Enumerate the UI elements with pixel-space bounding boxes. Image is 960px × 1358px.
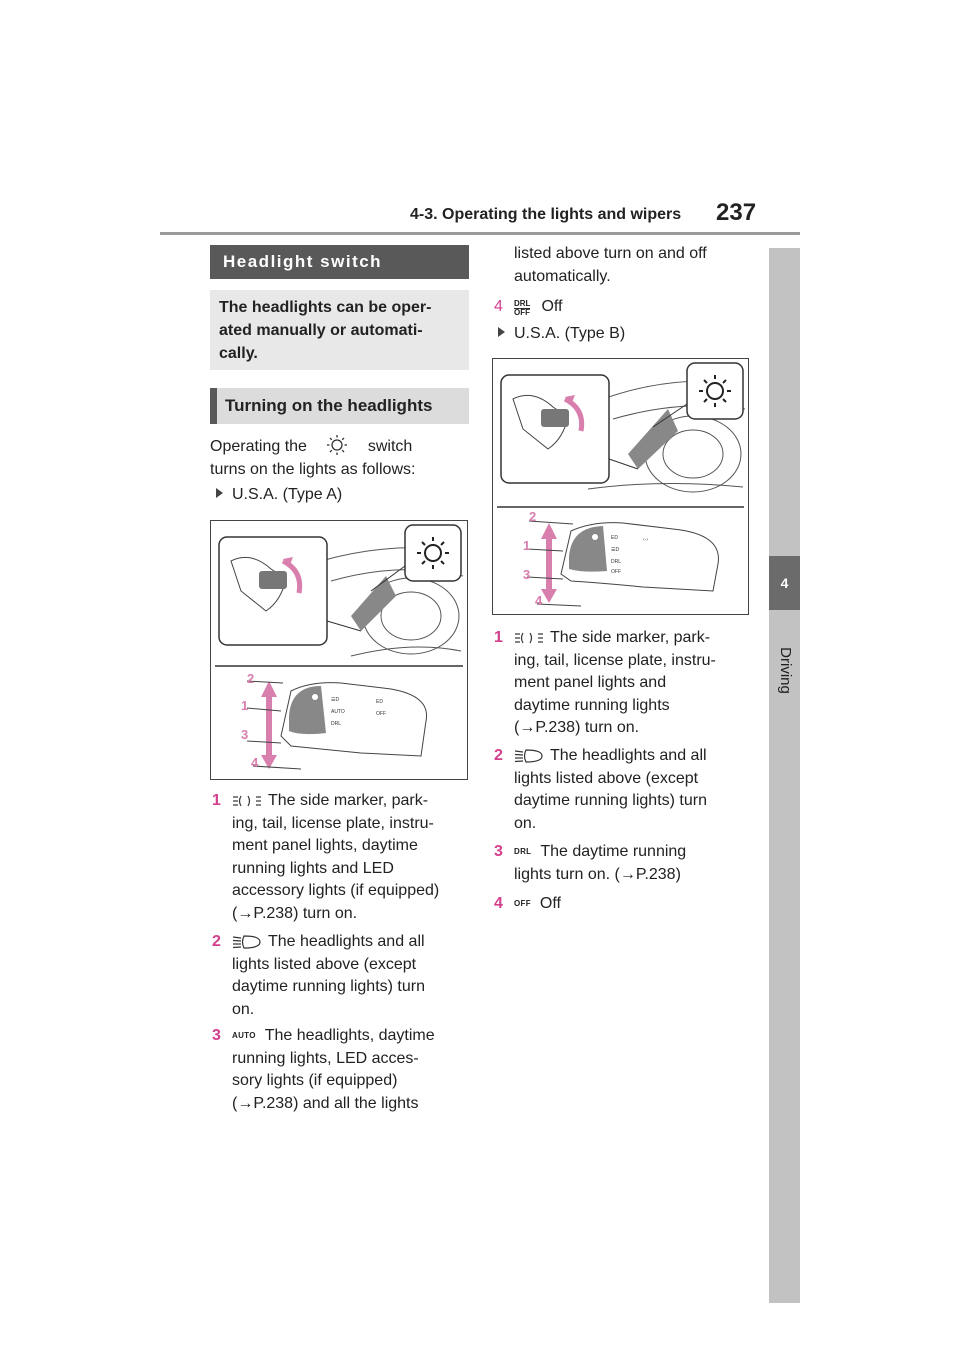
chapter-label: Driving	[776, 646, 794, 694]
figure-b-label: 1	[523, 538, 531, 553]
figure-b-label: 2	[529, 509, 537, 524]
drl-icon: DRL	[514, 847, 532, 856]
section-heading: Headlight switch	[210, 245, 469, 279]
section-title: 4-3. Operating the lights and wipers	[410, 206, 682, 223]
svg-text:ED: ED	[376, 699, 383, 705]
figure-a-label: 2	[247, 671, 255, 686]
svg-text:OFF: OFF	[376, 711, 386, 717]
page-number: 237	[716, 199, 757, 226]
figure-b-label: 4	[535, 593, 543, 608]
figure-a-label: 1	[241, 698, 249, 713]
svg-text:ED: ED	[611, 535, 618, 541]
lead-box: The headlights can be oper- ated manually or automati- cally.	[210, 290, 469, 370]
figure-type-a	[210, 520, 468, 780]
figure-type-b	[492, 358, 749, 615]
headlight-icon	[514, 749, 544, 763]
svg-text:‹·›: ‹·›	[643, 537, 648, 543]
svg-text:DRL: DRL	[611, 559, 622, 565]
svg-text:☰D: ☰D	[331, 697, 340, 703]
svg-text:OFF: OFF	[611, 569, 621, 575]
svg-text:DRL: DRL	[331, 721, 342, 727]
variant-type-b: U.S.A. (Type B)	[498, 325, 625, 343]
subheading: Turning on the headlights	[210, 388, 469, 424]
header-rule	[160, 232, 800, 235]
intro-paragraph: Operating the switch turns on the lights as follows:	[210, 434, 470, 481]
side-bar	[769, 248, 800, 1303]
figure-type-b-illustration	[493, 359, 748, 614]
variant-type-a: U.S.A. (Type A)	[216, 486, 342, 504]
auto-icon: AUTO	[232, 1031, 256, 1040]
off-icon: OFF	[514, 899, 531, 908]
headlight-switch-icon	[315, 434, 359, 456]
side-marker-icon	[232, 794, 262, 808]
svg-text:AUTO: AUTO	[331, 709, 345, 715]
figure-a-label: 3	[241, 727, 249, 742]
chapter-tab[interactable]: 4	[769, 556, 800, 610]
figure-a-label: 4	[251, 755, 259, 770]
svg-text:☰D: ☰D	[611, 547, 620, 553]
drl-off-icon: DRL OFF	[514, 298, 531, 317]
headlight-icon	[232, 935, 262, 949]
side-marker-icon	[514, 631, 544, 645]
figure-type-a-illustration	[211, 521, 467, 779]
figure-b-label: 3	[523, 567, 531, 582]
